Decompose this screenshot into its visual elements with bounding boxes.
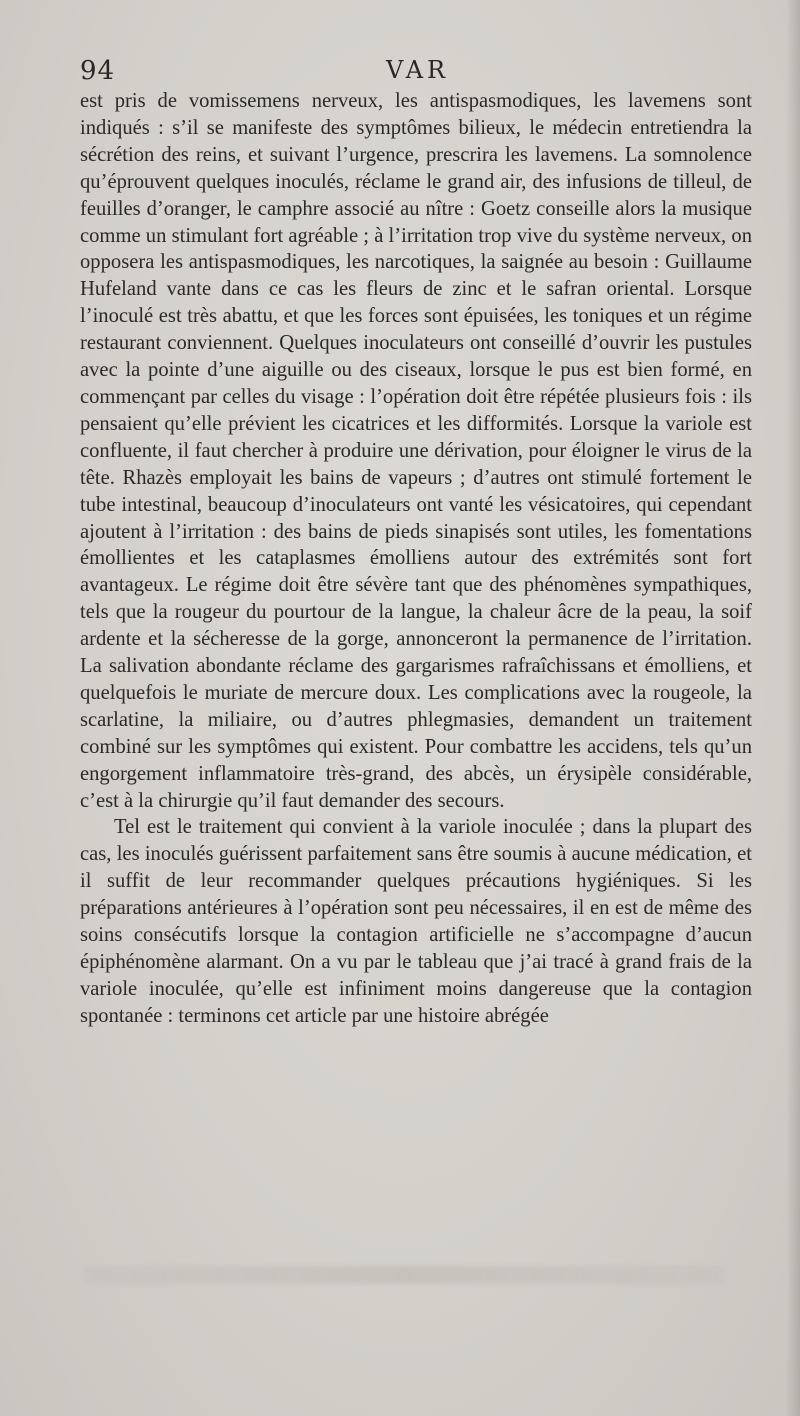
running-head: VAR — [386, 56, 450, 84]
paragraph: Tel est le traitement qui convient à la variole inoculée ; dans la plupart des cas, les inoculés guérissent parfaitement sans être soumis à aucune médication, et il suffit de leur recommander quelques précautions hygiéniques. Si les préparations antérieures à l’opération sont peu nécessaires, il en est de même des soins consécutifs lorsque la contagion artificielle ne s’accompagne d’aucun épiphénomène alarmant. On a vu par le tableau que j’ai tracé à grand frais de la variole inoculée, qu’elle est infiniment moins dangereuse que la contagion spontanée : terminons cet article par une histoire abrégée — [80, 816, 752, 1027]
page-header — [80, 50, 752, 90]
show-through-text — [84, 1266, 724, 1284]
page-edge-shadow — [786, 0, 800, 1416]
paragraph: est pris de vomissemens nerveux, les antispasmodiques, les lavemens sont indiqués : s’il se manifeste des symptômes bilieux, le médecin entretiendra la sécrétion des reins, et suivant l’urgence, prescrira les lavemens. La somnolence qu’éprouvent quelques inoculés, réclame le grand air, des infusions de tilleul, de feuilles d’oranger, le camphre associé au nître : Goetz conseille alors la musique comme un stimulant fort agréable ; à l’irritation trop vive du système nerveux, on opposera les antispasmodiques, les narcotiques, la saignée au besoin : Guillaume Hufeland vante dans ce cas les fleurs de zinc et le safran oriental. Lorsque l’inoculé est très abattu, et que les forces sont épuisées, les toniques et un régime restaurant conviennent. Quelques inoculateurs ont conseillé d’ouvrir les pustules avec la pointe d’une aiguille ou des ciseaux, lorsque le pus est bien formé, en commençant par celles du visage : l’opération doit être répétée plusieurs fois : ils pensaient qu’elle prévient les cicatrices et les difformités. Lorsque la variole est confluente, il faut chercher à produire une dérivation, pour éloigner le virus de la tête. Rhazès employait les bains de vapeurs ; d’autres ont stimulé fortement le tube intestinal, beaucoup d’inoculateurs ont vanté les vésicatoires, qui cependant ajoutent à l’irritation : des bains de pieds sinapisés sont utiles, les fomentations émollientes et les cataplasmes émolliens autour des extrémités sont fort avantageux. Le régime doit être sévère tant que des phénomènes sympathiques, tels que la rougeur du pourtour de la langue, la chaleur âcre de la peau, la soif ardente et la sécheresse de la gorge, annonceront la permanence de l’irritation. La salivation abondante réclame des gargarismes rafraîchissans et émolliens, et quelquefois le muriate de mercure doux. Les complications avec la rougeole, la scarlatine, la miliaire, ou d’autres phlegmasies, demandent un traitement combiné sur les symptômes qui existent. Pour combattre les accidens, tels qu’un engorgement inflammatoire très-grand, des abcès, un érysipèle considérable, c’est à la chirurgie qu’il faut demander des secours. — [80, 90, 752, 812]
page-number: 94 — [80, 56, 116, 86]
body-text — [80, 88, 752, 1030]
